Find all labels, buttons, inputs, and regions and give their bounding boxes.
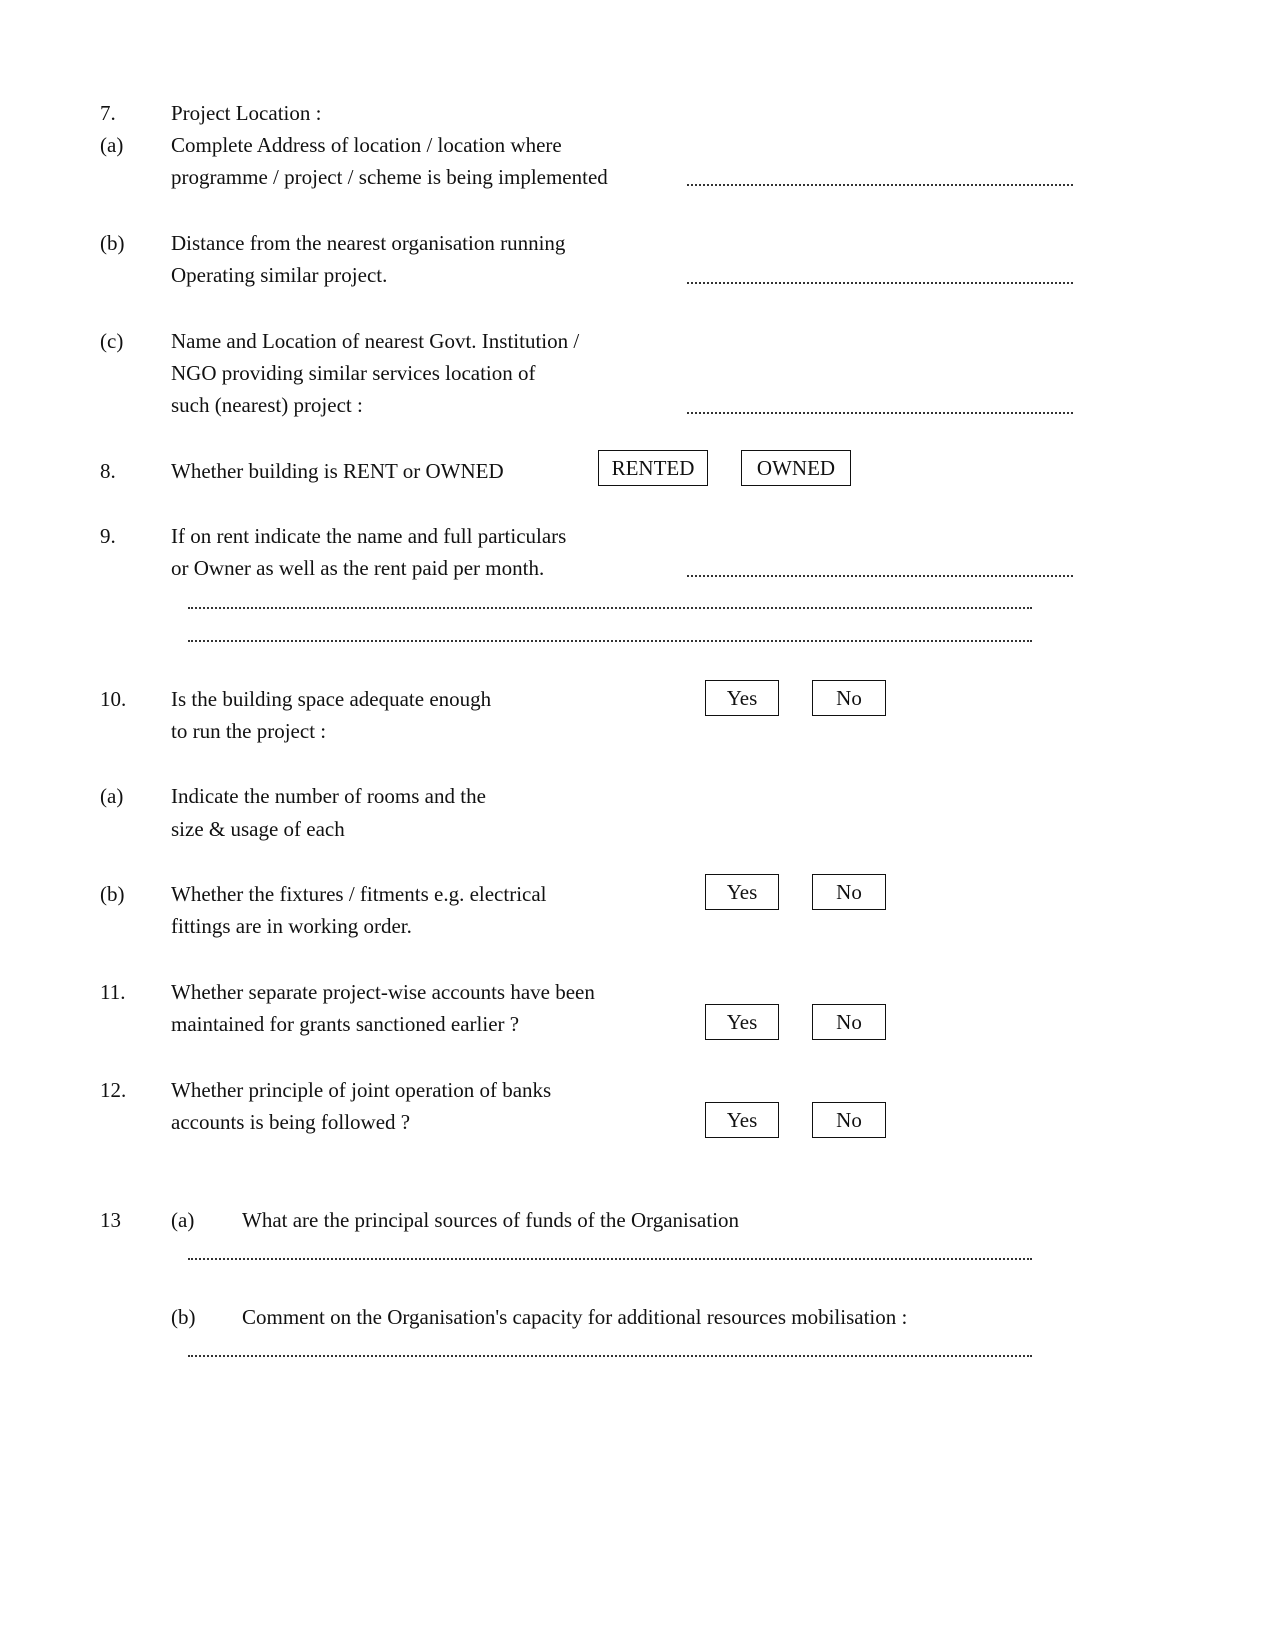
q13a-answer-line[interactable] — [188, 1258, 1032, 1260]
q9-text-line1: If on rent indicate the name and full particulars — [171, 524, 567, 548]
q11-text-line1: Whether separate project-wise accounts have been — [171, 980, 595, 1004]
q7c-text-line3: such (nearest) project : — [171, 393, 363, 417]
q8-text: Whether building is RENT or OWNED — [171, 459, 504, 483]
q7-title: Project Location : — [171, 101, 322, 125]
q10a-text-line2: size & usage of each — [171, 817, 345, 841]
q10-text-line2: to run the project : — [171, 719, 327, 743]
q7c-text-line2: NGO providing similar services location of — [171, 361, 536, 385]
q10b-text-line1: Whether the fixtures / fitments e.g. electrical — [171, 882, 547, 906]
q9-answer-line-3[interactable] — [188, 640, 1032, 642]
q13b-answer-line[interactable] — [188, 1355, 1032, 1357]
q10a-label: (a) — [100, 784, 124, 808]
q10-number: 10. — [100, 687, 127, 711]
q9-answer-line[interactable] — [687, 575, 1073, 577]
q12-text-line2: accounts is being followed ? — [171, 1110, 411, 1134]
q10b-label: (b) — [100, 882, 125, 906]
q7a-label: (a) — [100, 133, 124, 157]
q13a-label: (a) — [171, 1208, 195, 1232]
q12-no-checkbox[interactable]: No — [812, 1102, 886, 1138]
q13b-label: (b) — [171, 1305, 196, 1329]
q7b-answer-line[interactable] — [687, 282, 1073, 284]
q13b-text: Comment on the Organisation's capacity for additional resources mobilisation : — [242, 1305, 908, 1329]
q9-number: 9. — [100, 524, 116, 548]
q11-no-checkbox[interactable]: No — [812, 1004, 886, 1040]
rented-checkbox[interactable]: RENTED — [598, 450, 708, 486]
q7b-text-line2: Operating similar project. — [171, 263, 388, 287]
q11-number: 11. — [100, 980, 126, 1004]
q7c-text-line1: Name and Location of nearest Govt. Institution / — [171, 329, 580, 353]
q7a-text-line2: programme / project / scheme is being implemented — [171, 165, 608, 189]
q13a-text: What are the principal sources of funds of the Organisation — [242, 1208, 740, 1232]
q10a-text-line1: Indicate the number of rooms and the — [171, 784, 486, 808]
q12-number: 12. — [100, 1078, 127, 1102]
q12-yes-checkbox[interactable]: Yes — [705, 1102, 779, 1138]
q8-number: 8. — [100, 459, 116, 483]
q13-number: 13 — [100, 1208, 121, 1232]
q7b-label: (b) — [100, 231, 125, 255]
q12-text-line1: Whether principle of joint operation of banks — [171, 1078, 552, 1102]
q7c-answer-line[interactable] — [687, 412, 1073, 414]
q10-yes-checkbox[interactable]: Yes — [705, 680, 779, 716]
q11-text-line2: maintained for grants sanctioned earlier ? — [171, 1012, 520, 1036]
q9-answer-line-2[interactable] — [188, 607, 1032, 609]
q10-text-line1: Is the building space adequate enough — [171, 687, 492, 711]
q10b-text-line2: fittings are in working order. — [171, 914, 412, 938]
q10b-no-checkbox[interactable]: No — [812, 874, 886, 910]
q10-no-checkbox[interactable]: No — [812, 680, 886, 716]
q7a-answer-line[interactable] — [687, 184, 1073, 186]
owned-checkbox[interactable]: OWNED — [741, 450, 851, 486]
q11-yes-checkbox[interactable]: Yes — [705, 1004, 779, 1040]
q7b-text-line1: Distance from the nearest organisation running — [171, 231, 566, 255]
q7a-text-line1: Complete Address of location / location where — [171, 133, 562, 157]
q7-number: 7. — [100, 101, 116, 125]
q10b-yes-checkbox[interactable]: Yes — [705, 874, 779, 910]
q9-text-line2: or Owner as well as the rent paid per month. — [171, 556, 545, 580]
q7c-label: (c) — [100, 329, 124, 353]
